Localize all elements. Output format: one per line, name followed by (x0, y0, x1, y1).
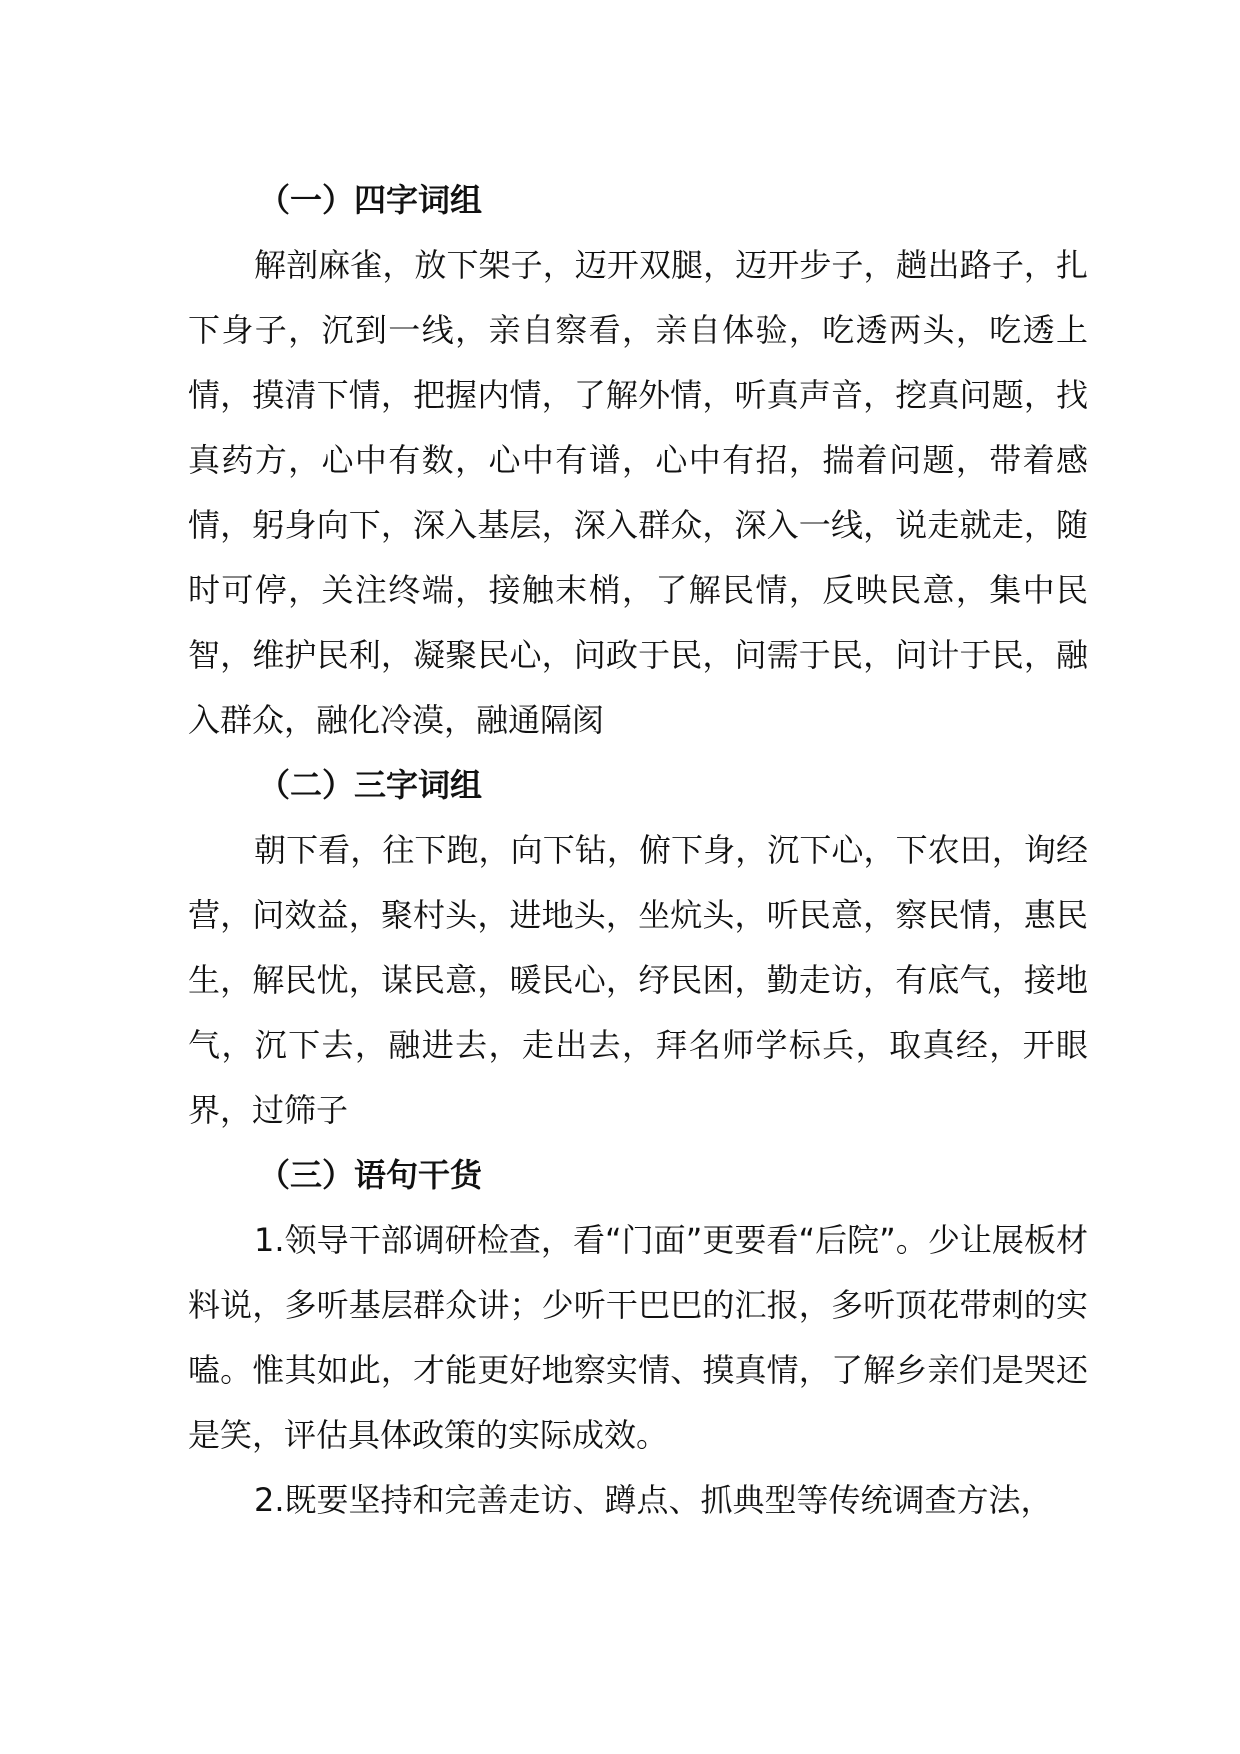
sentence-item-2: 2.既要坚持和完善走访、蹲点、抓典型等传统调查方法， (254, 1481, 1053, 1519)
document-page (188, 168, 1088, 1533)
sentence-item-1: 1.领导干部调研检查，看“门面”更要看“后院”。少让展板材料说，多听基层群众讲；少听干巴巴的汇报，多听顶花带刺的实嗑。惟其如此，才能更好地察实情、摸真情，了解乡亲们是哭还是笑，评估具体政策的实际成效。 (188, 1221, 1088, 1454)
section-heading-sentences: （三）语句干货 (258, 1156, 483, 1194)
four-char-phrases-paragraph: 解剖麻雀，放下架子，迈开双腿，迈开步子，趟出路子，扎下身子，沉到一线，亲自察看，亲自体验，吃透两头，吃透上情，摸清下情，把握内情，了解外情，听真声音，挖真问题，找真药方，心中有数，心中有谱，心中有招，揣着问题，带着感情，躬身向下，深入基层，深入群众，深入一线，说走就走，随时可停，关注终端，接触末梢，了解民情，反映民意，集中民智，维护民利，凝聚民心，问政于民，问需于民，问计于民，融入群众，融化冷漠，融通隔阂 (188, 246, 1088, 739)
section-heading-three-char: （二）三字词组 (258, 766, 483, 804)
section-heading-four-char: （一）四字词组 (258, 181, 483, 219)
three-char-phrases-paragraph: 朝下看，往下跑，向下钻，俯下身，沉下心，下农田，询经营，问效益，聚村头，进地头，坐炕头，听民意，察民情，惠民生，解民忧，谋民意，暖民心，纾民困，勤走访，有底气，接地气，沉下去，融进去，走出去，拜名师学标兵，取真经，开眼界，过筛子 (188, 831, 1088, 1129)
